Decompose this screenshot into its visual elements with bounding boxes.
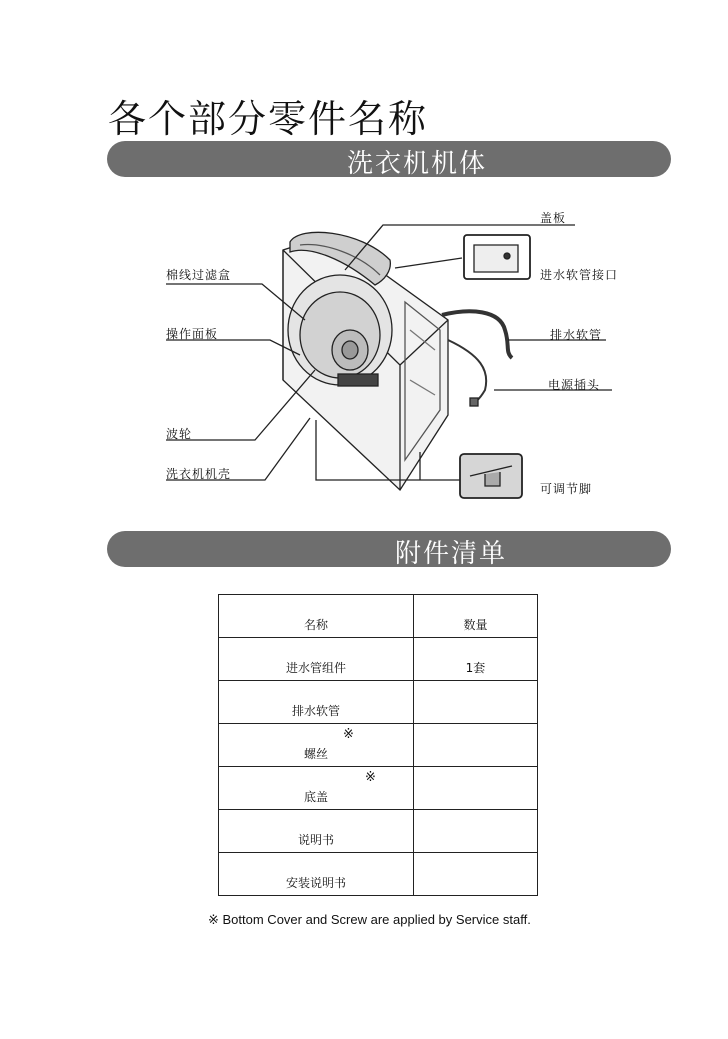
table-row (219, 767, 538, 810)
washer-diagram (0, 190, 728, 510)
table-row (219, 638, 538, 681)
row-qty: 1套 (465, 661, 486, 675)
label-cabinet: 洗衣机机壳 (166, 467, 232, 481)
accessories-table (218, 594, 538, 896)
service-mark: ※ (365, 770, 376, 785)
table-row (219, 681, 538, 724)
table-row (219, 810, 538, 853)
row-name: 进水管组件 (285, 661, 346, 675)
section-header-accessories (107, 531, 671, 567)
label-lint-filter: 棉线过滤盒 (166, 268, 232, 282)
row-qty (414, 719, 537, 723)
footnote: ※ Bottom Cover and Screw are applied by Service staff. (208, 912, 531, 927)
table-row (219, 853, 538, 896)
row-name: 底盖 (303, 790, 328, 804)
section-header-body (107, 141, 671, 177)
washer-illustration (0, 190, 728, 510)
label-inlet-connector: 进水软管接口 (540, 268, 619, 282)
page-title: 各个部分零件名称 (108, 97, 429, 141)
header-name: 名称 (303, 618, 328, 632)
table-row (219, 724, 538, 767)
table-header-row (219, 595, 538, 638)
row-name: 安装说明书 (285, 876, 346, 890)
label-adjustable-foot: 可调节脚 (540, 482, 593, 496)
row-qty (414, 848, 537, 852)
label-drain-hose: 排水软管 (550, 328, 603, 342)
section-header-body-label: 洗衣机机体 (347, 149, 488, 179)
label-power-plug: 电源插头 (548, 378, 601, 392)
section-header-accessories-label: 附件清单 (395, 539, 508, 569)
service-mark: ※ (343, 727, 354, 742)
row-qty (414, 805, 537, 809)
row-name: 螺丝 (303, 747, 328, 761)
row-qty (414, 891, 537, 895)
row-name: 排水软管 (291, 704, 340, 718)
label-control-panel: 操作面板 (166, 327, 219, 341)
header-qty: 数量 (463, 618, 488, 632)
row-qty (414, 762, 537, 766)
label-lid: 盖板 (540, 211, 567, 225)
row-name: 说明书 (297, 833, 334, 847)
label-pulsator: 波轮 (166, 427, 193, 441)
